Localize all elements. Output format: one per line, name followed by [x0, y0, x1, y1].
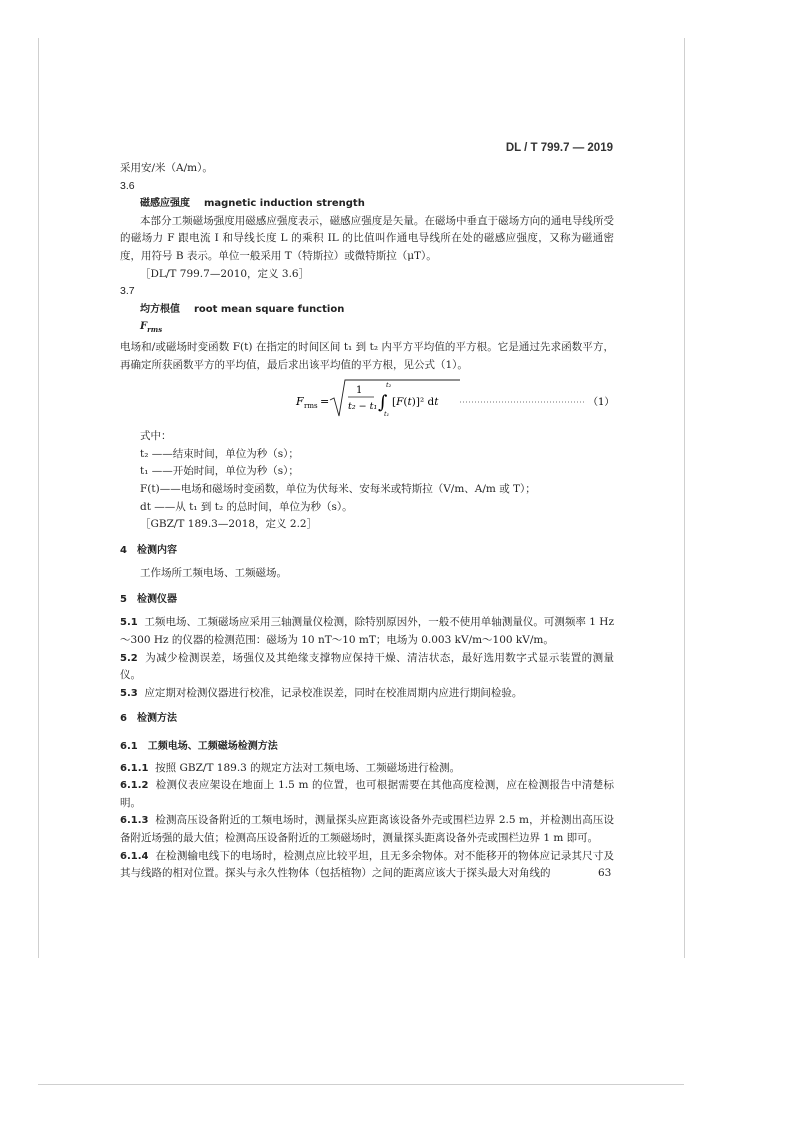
clause-text: 检测仪表应架设在地面上 1.5 m 的位置，也可根据需要在其他高度检测，应在检测报告中清楚标明。 — [120, 779, 614, 809]
clause-number: 6.1.2 — [120, 780, 149, 792]
symbol-main: F — [140, 321, 148, 333]
clause-number: 6.1.1 — [120, 762, 149, 774]
clause-number: 5.2 — [120, 652, 138, 664]
section-3-7-term — [120, 301, 614, 319]
page-border-right — [684, 38, 685, 958]
section-3-7-number: 3.7 — [120, 285, 135, 298]
clause-5-3 — [120, 685, 614, 703]
clause-6-1-1 — [120, 760, 614, 778]
definition-item: dt ——从 t₁ 到 t₂ 的总时间，单位为秒（s）。 — [140, 500, 353, 513]
frac-numerator: 1 — [356, 385, 363, 397]
clause-6-1-3 — [120, 812, 614, 847]
term-cn: 磁感应强度 — [140, 198, 190, 210]
section-3-6-body: 本部分工频磁场强度用磁感应强度表示，磁感应强度是矢量。在磁场中垂直于磁场方向的通电导线所受的磁场力 F 跟电流 I 和导线长度 L 的乘积 IL 的比值叫作通电导线所在处的磁感应强度，又称为磁通密度，用符号 B 表示。单位一般采用 T（特斯拉）或微特斯拉（μT）。 — [120, 214, 614, 262]
document-code-header: DL / T 799.7 — 2019 — [505, 142, 613, 154]
term-en: root mean square function — [193, 303, 345, 315]
clause-text: 工频电场、工频磁场应采用三轴测量仪检测，除特别原因外，一般不使用单轴测量仪。可测频率 1 Hz～300 Hz 的仪器的检测范围：磁场为 10 nT～10 mT；电场为 0.003 kV/m～100 kV/m。 — [120, 616, 614, 647]
page-number: 63 — [598, 867, 612, 879]
integral-upper: t₂ — [386, 381, 392, 390]
symbol-sub: rms — [147, 325, 163, 335]
formula-where: 式中： — [140, 430, 172, 443]
section-5-heading: 5 检测仪器 — [120, 593, 177, 605]
page-content — [120, 160, 614, 883]
clause-text: 应定期对检测仪器进行校准，记录校准误差，同时在校准周期内应进行期间检验。 — [144, 686, 523, 699]
clause-5-2 — [120, 650, 614, 685]
clause-number: 6.1.3 — [120, 815, 149, 827]
clause-number: 5.1 — [120, 617, 138, 629]
clause-6-1-4 — [120, 848, 614, 883]
clause-text: 检测高压设备附近的工频电场时，测量探头应距离该设备外壳或围栏边界 2.5 m，并检测出高压设备附近场强的最大值；检测高压设备附近的工频磁场时，测量探头距离设备外壳或围栏边界 1 m 即可。 — [120, 814, 614, 844]
page-border-left — [38, 38, 39, 958]
definition-item: F(t)——电场和磁场时变函数，单位为伏每米、安每米或特斯拉（V/m、A/m 或 T）； — [140, 482, 536, 495]
term-en: magnetic induction strength — [203, 198, 365, 210]
integral-sign: ∫ — [378, 392, 388, 414]
section-4-body: 工作场所工频电场、工频磁场。 — [140, 567, 287, 580]
section-3-7-reference: ［GBZ/T 189.3—2018，定义 2.2］ — [140, 518, 318, 531]
definition-item: t₁ ——开始时间，单位为秒（s）； — [140, 465, 299, 478]
section-6-1-heading: 6.1 工频电场、工频磁场检测方法 — [120, 741, 278, 753]
integral-lower: t₁ — [384, 410, 390, 419]
clause-5-1 — [120, 614, 614, 649]
section-6-heading: 6 检测方法 — [120, 713, 177, 725]
rms-formula-graphic — [120, 378, 614, 422]
clause-number: 6.1.4 — [120, 850, 149, 862]
frac-denominator: t₂ − t₁ — [348, 401, 378, 413]
formula-lhs-sub: rms — [304, 402, 318, 411]
page-border-bottom — [38, 1084, 684, 1085]
section-3-6-term — [120, 195, 614, 213]
formula-number: （1） — [588, 397, 614, 409]
formula-1 — [120, 378, 614, 422]
section-4-heading: 4 检测内容 — [120, 544, 177, 556]
clause-text: 为减少检测误差，场强仪及其绝缘支撑物应保持干燥、清洁状态，最好选用数字式显示装置的测量仪。 — [120, 651, 614, 682]
clause-text: 在检测输电线下的电场时，检测点应比较平坦，且无多余物体。对不能移开的物体应记录其尺寸及其与线路的相对位置。探头与永久性物体（包括植物）之间的距离应该大于探头最大对角线的 — [120, 849, 614, 880]
section-3-7-body: 电场和/或磁场时变函数 F(t) 在指定的时间区间 t₁ 到 t₂ 内平方平均值的平方根。它是通过先求函数平方，再确定所获函数平方的平均值，最后求出该平均值的平方根，见公式（1）。 — [120, 340, 614, 371]
integrand: [F(t)]² dt — [392, 396, 439, 409]
definition-item: t₂ ——结束时间，单位为秒（s）； — [140, 447, 299, 460]
clause-text: 按照 GBZ/T 189.3 的规定方法对工频电场、工频磁场进行检测。 — [155, 761, 461, 774]
section-3-6-number: 3.6 — [120, 179, 135, 192]
formula-lhs: F — [296, 395, 304, 409]
term-cn: 均方根值 — [140, 303, 180, 315]
clause-6-1-2 — [120, 777, 614, 812]
clause-number: 5.3 — [120, 687, 138, 699]
formula-equals: = — [320, 395, 330, 409]
section-3-7-symbol — [120, 318, 614, 339]
section-3-5-tail: 采用安/米（A/m）。 — [120, 162, 213, 174]
section-3-6-reference: ［DL/T 799.7—2010，定义 3.6］ — [140, 267, 310, 280]
